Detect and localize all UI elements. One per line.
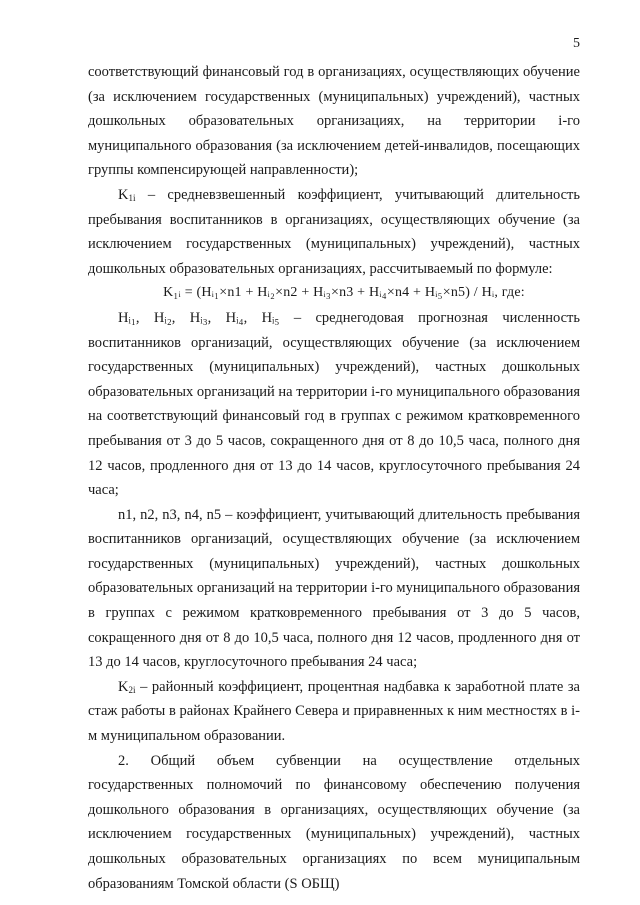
k2-subscript: 2i	[128, 684, 136, 695]
paragraph-continuation: соответствующий финансовый год в организациях, осуществляющих обучение (за исключением государственных (муниципальных) учреждений), частных дошкольных образовательных организациях, на территории i-го муниципального образования (за исключением детей-инвалидов, посещающих группы компенсирующей направленности);	[88, 64, 580, 179]
formula-k1: K₁ᵢ = (Hᵢ₁×n1 + Hᵢ₂×n2 + Hᵢ₃×n3 + Hᵢ₄×n4 + Hᵢ₅×n5) / Hᵢ, где:	[163, 285, 525, 301]
document-body	[88, 60, 580, 896]
k2-symbol: K	[118, 678, 129, 695]
paragraph-h-definition	[88, 306, 580, 503]
paragraph-section-2: 2. Общий объем субвенции на осуществление отдельных государственных полномочий по финансовому обеспечению получения дошкольного образования в организациях, осуществляющих обучение (за исключением государственных (муниципальных) учреждений), частных дошкольных образовательных организациях по всем муниципальным образованиям Томской области (S ОБЩ)	[88, 752, 580, 892]
k1-symbol: K	[118, 186, 129, 203]
paragraph-k1-definition	[88, 183, 580, 281]
k2-text: – районный коэффициент, процентная надбавка к заработной плате за стаж работы в районах Крайнего Севера и приравненных к ним местностях в i-м муниципальном образовании.	[88, 678, 580, 745]
k1-subscript: 1i	[128, 192, 136, 203]
page-number: 5	[573, 36, 580, 51]
h-text: – среднегодовая прогнозная численность воспитанников организаций, осуществляющих обучение (за исключением государственных (муниципальных) учреждений), частных дошкольных образовательных организаций на территории i-го муниципального образования на соответствующий финансовый год в группах с режимом кратковременного пребывания от 3 до 5 часов, сокращенного дня от 8 до 10,5 часа, полного дня 12 часов, продленного дня от 13 до 14 часов, круглосуточного пребывания 24 часа;	[88, 309, 580, 499]
k1-text: – средневзвешенный коэффициент, учитывающий длительность пребывания воспитанников в организациях, осуществляющих обучение (за исключением государственных (муниципальных) учреждений), частных дошкольных образовательных организациях, рассчитываемый по формуле:	[88, 186, 580, 277]
h-symbols: Hᵢ₁, Hᵢ₂, Hᵢ₃, Hᵢ₄, Hᵢ₅	[118, 309, 280, 326]
paragraph-k2-definition	[88, 675, 580, 749]
paragraph-n-definition: n1, n2, n3, n4, n5 – коэффициент, учитывающий длительность пребывания воспитанников организаций, осуществляющих обучение (за исключением государственных (муниципальных) учреждений), частных дошкольных образовательных организаций на территории i-го муниципального образования в группах с режимом кратковременного пребывания от 3 до 5 часов, сокращенного дня от 8 до 10,5 часа, полного дня 12 часов, продленного дня от 13 до 14 часов, круглосуточного пребывания 24 часа;	[88, 506, 580, 671]
